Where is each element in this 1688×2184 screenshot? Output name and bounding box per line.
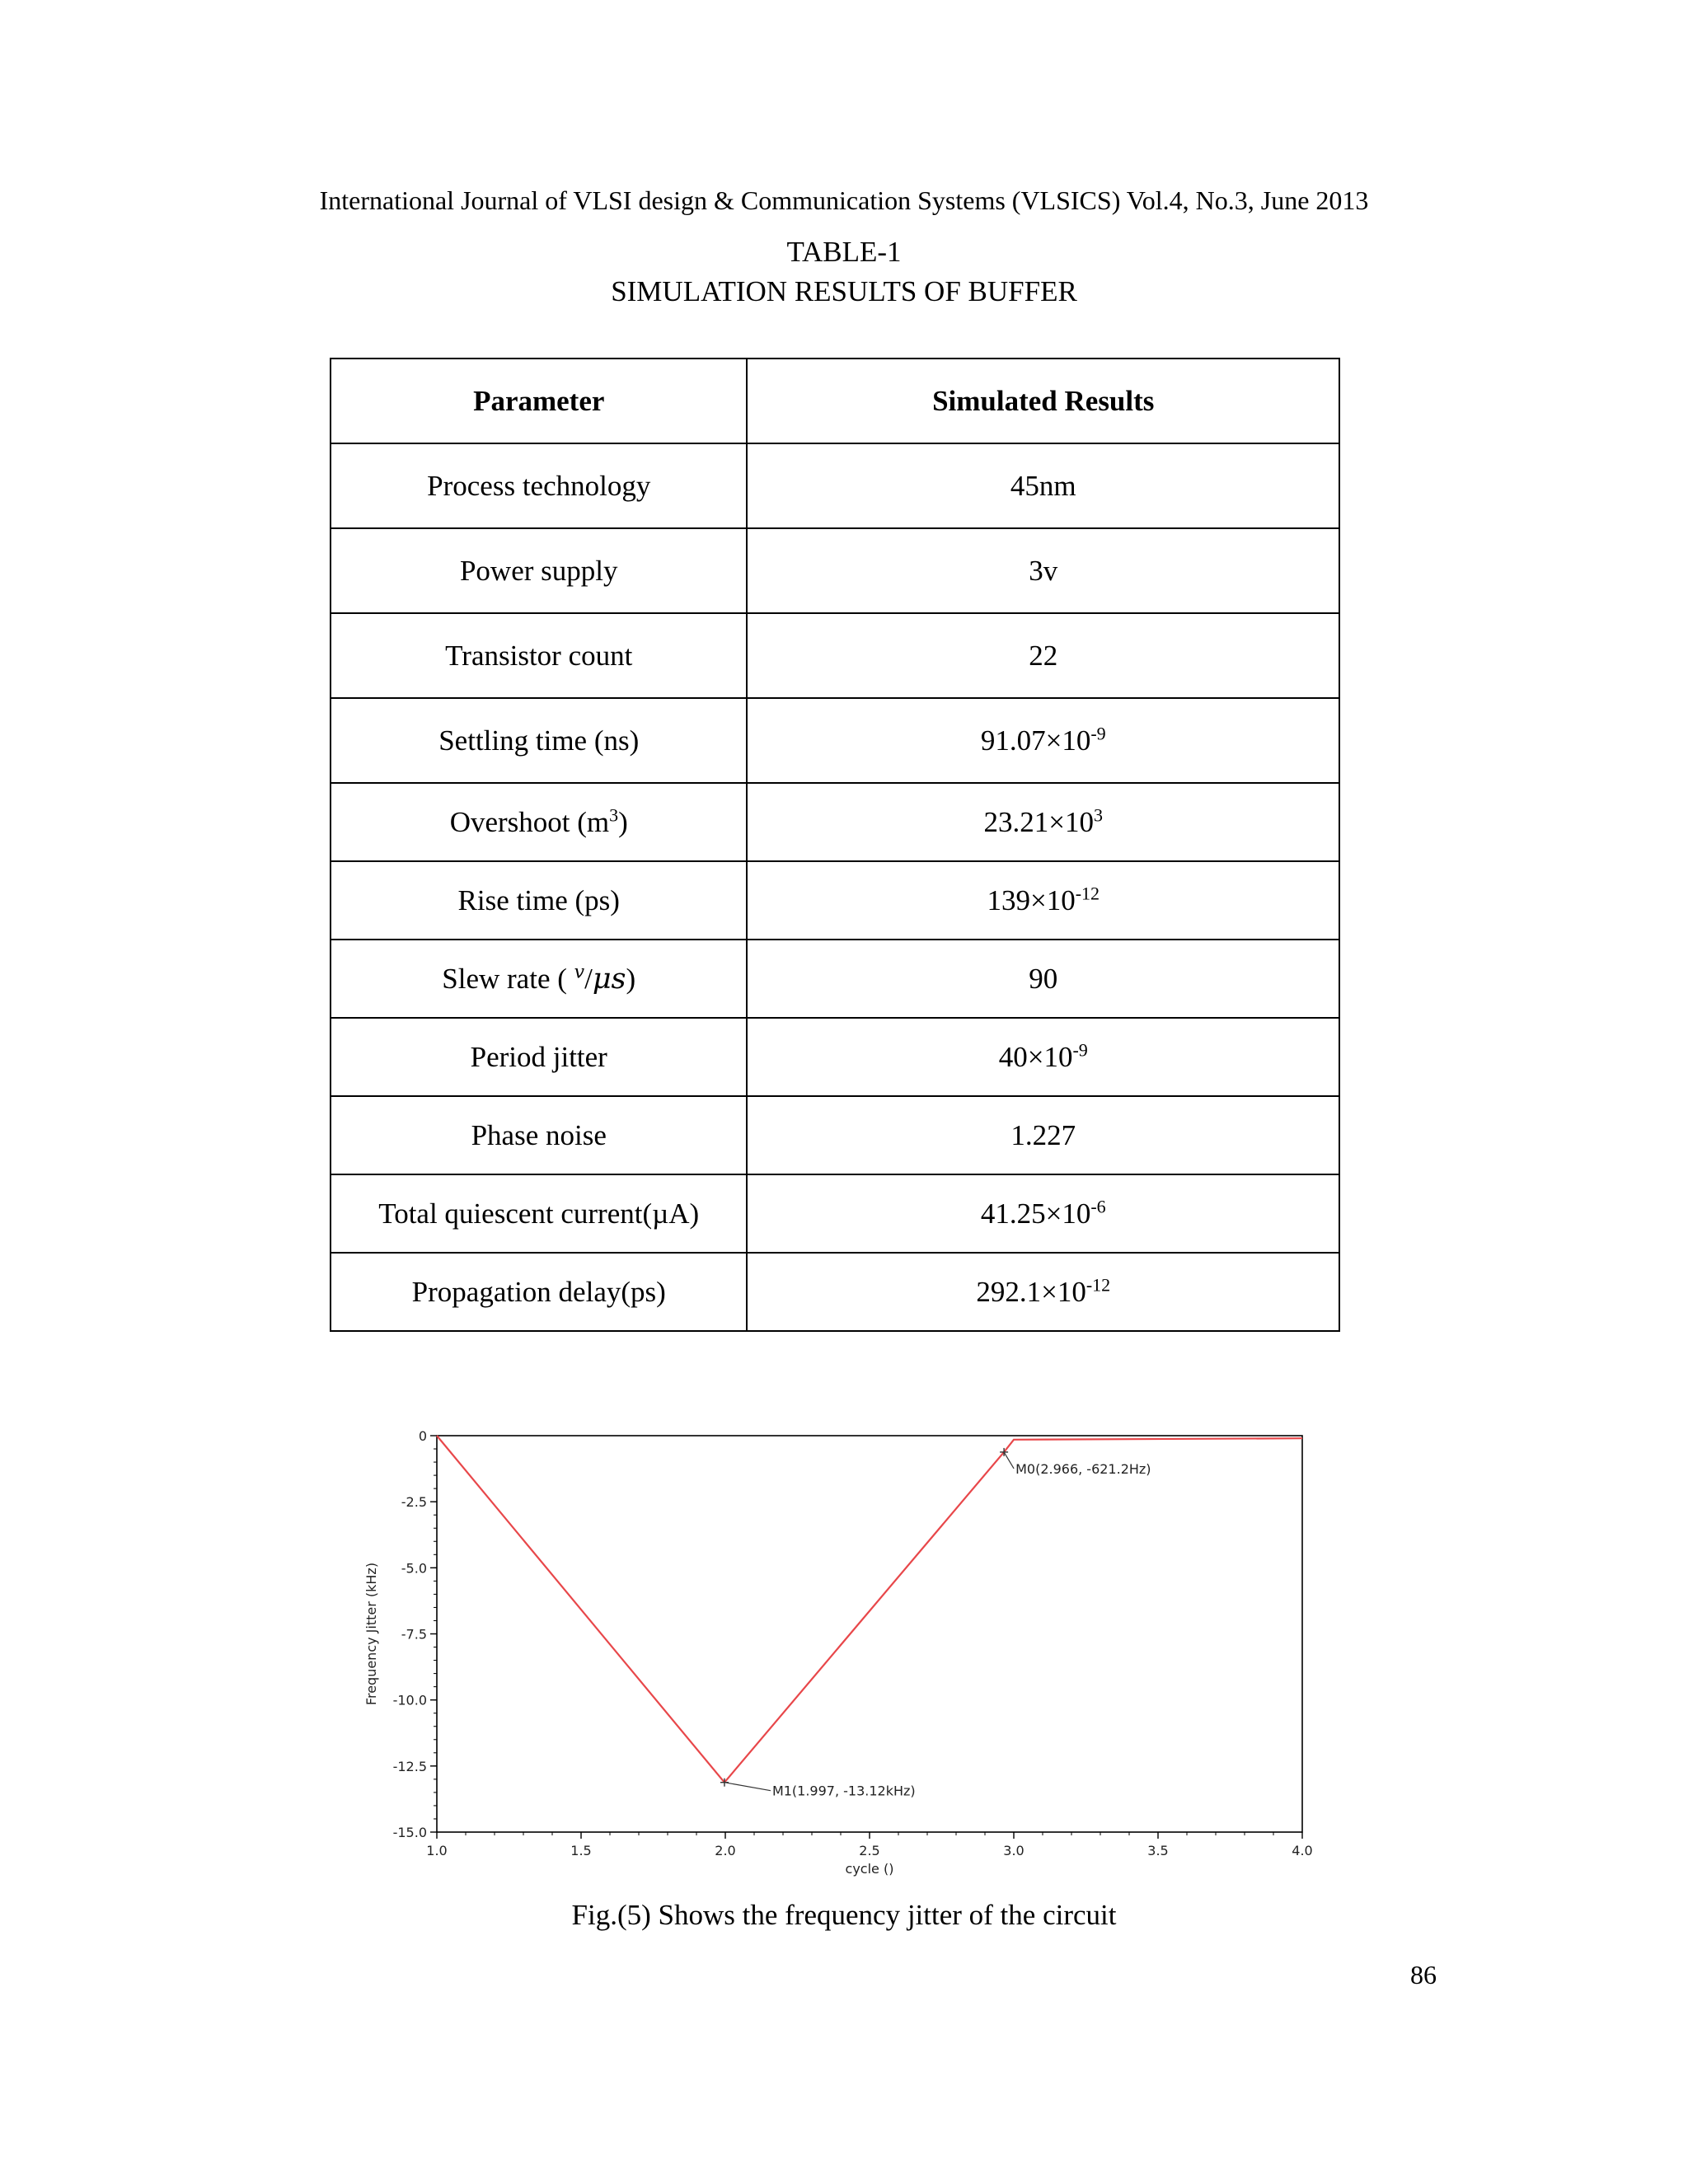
value-exponent: -9 xyxy=(1090,722,1106,743)
y-tick-label: -5.0 xyxy=(401,1560,427,1577)
x-tick-label: 1.0 xyxy=(426,1843,448,1858)
param-cell: Phase noise xyxy=(331,1096,747,1174)
value-base: 41.25×10 xyxy=(980,1197,1091,1230)
value-base: 23.21×10 xyxy=(983,805,1094,838)
table-row xyxy=(331,1253,1339,1331)
value-exponent: -9 xyxy=(1072,1038,1088,1060)
param-cell: Power supply xyxy=(331,528,747,613)
value-cell: 22 xyxy=(747,613,1339,698)
table-row xyxy=(331,1096,1339,1174)
param-cell: Rise time (ps) xyxy=(331,861,747,940)
value-cell xyxy=(747,861,1339,940)
param-tail: ) xyxy=(618,805,628,838)
table-row xyxy=(331,861,1339,940)
table-row xyxy=(331,613,1339,698)
y-tick-label: -12.5 xyxy=(392,1758,427,1774)
running-header: International Journal of VLSI design & Communication Systems (VLSICS) Vol.4, No.3, June 2013 xyxy=(319,185,1369,215)
y-tick-label: -15.0 xyxy=(392,1825,427,1840)
value-exponent: 3 xyxy=(1093,804,1103,825)
param-base: Overshoot (m xyxy=(449,805,610,838)
param-cell xyxy=(331,783,747,861)
param-cell: Total quiescent current(µA) xyxy=(331,1174,747,1253)
param-cell: Propagation delay(ps) xyxy=(331,1253,747,1331)
slew-slash: / xyxy=(584,962,593,995)
table-row xyxy=(331,1174,1339,1253)
param-cell: Settling time (ns) xyxy=(331,698,747,783)
page-number: 86 xyxy=(1410,1960,1437,1990)
x-tick-label: 2.0 xyxy=(715,1843,736,1858)
param-base: Slew rate ( xyxy=(442,962,567,995)
value-exponent: -12 xyxy=(1075,882,1100,903)
table-title: SIMULATION RESULTS OF BUFFER xyxy=(611,275,1077,307)
table-row xyxy=(331,698,1339,783)
column-header-simulated-results: Simulated Results xyxy=(747,359,1339,443)
marker-label: M0(2.966, -621.2Hz) xyxy=(1015,1460,1151,1477)
x-tick-label: 4.0 xyxy=(1292,1843,1313,1858)
value-cell xyxy=(747,698,1339,783)
simulation-results-table xyxy=(330,358,1340,1332)
param-cell: Period jitter xyxy=(331,1018,747,1096)
table-row xyxy=(331,1018,1339,1096)
column-header-parameter: Parameter xyxy=(331,359,747,443)
plot-area-frame xyxy=(437,1436,1302,1832)
value-base: 139×10 xyxy=(987,883,1076,916)
value-base: 292.1×10 xyxy=(976,1275,1086,1308)
value-exponent: -6 xyxy=(1090,1195,1106,1216)
value-exponent: -12 xyxy=(1085,1273,1111,1295)
param-exponent: 3 xyxy=(609,804,619,825)
x-tick-label: 2.5 xyxy=(859,1843,880,1858)
figure-caption: Fig.(5) Shows the frequency jitter of the circuit xyxy=(571,1899,1117,1931)
x-tick-label: 3.0 xyxy=(1003,1843,1025,1858)
table-row xyxy=(331,443,1339,528)
value-cell: 90 xyxy=(747,940,1339,1018)
slew-denominator: μs xyxy=(592,962,626,996)
table-row xyxy=(331,783,1339,861)
marker-label: M1(1.997, -13.12kHz) xyxy=(771,1783,916,1799)
y-tick-label: 0 xyxy=(418,1428,427,1444)
value-base: 40×10 xyxy=(998,1040,1073,1073)
table-row xyxy=(331,528,1339,613)
value-cell xyxy=(747,1253,1339,1331)
value-cell xyxy=(747,1018,1339,1096)
value-cell: 3v xyxy=(747,528,1339,613)
x-tick-label: 3.5 xyxy=(1147,1843,1169,1858)
table-header-row xyxy=(331,359,1339,443)
table-row xyxy=(331,940,1339,1018)
value-cell: 1.227 xyxy=(747,1096,1339,1174)
param-cell: Transistor count xyxy=(331,613,747,698)
y-tick-label: -2.5 xyxy=(401,1494,427,1511)
slew-numerator: v xyxy=(574,961,585,982)
x-tick-label: 1.5 xyxy=(570,1843,592,1858)
y-tick-label: -7.5 xyxy=(401,1626,427,1643)
param-cell: Process technology xyxy=(331,443,747,528)
value-cell xyxy=(747,1174,1339,1253)
value-base: 91.07×10 xyxy=(980,724,1091,757)
y-tick-label: -10.0 xyxy=(392,1692,427,1708)
param-cell xyxy=(331,940,747,1018)
x-axis-label: cycle () xyxy=(845,1861,894,1877)
frequency-jitter-chart xyxy=(354,1416,1327,1894)
value-cell xyxy=(747,783,1339,861)
table-label: TABLE-1 xyxy=(786,236,902,268)
value-cell: 45nm xyxy=(747,443,1339,528)
param-tail: ) xyxy=(626,962,636,995)
y-axis-label: Frequency Jitter (kHz) xyxy=(363,1562,379,1706)
